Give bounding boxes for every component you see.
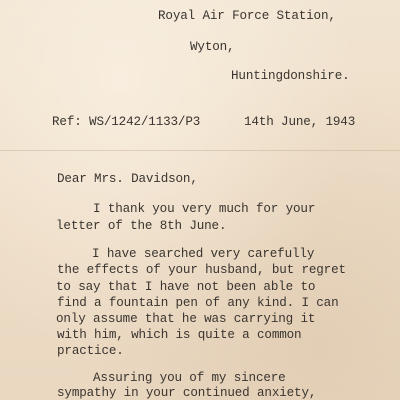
reference-number: Ref: WS/1242/1133/P3 xyxy=(52,115,201,129)
paragraph-2-line: find a fountain pen of any kind. I can xyxy=(57,296,339,310)
paragraph-1-line: letter of the 8th June. xyxy=(56,219,227,233)
salutation: Dear Mrs. Davidson, xyxy=(57,172,198,186)
paragraph-2-line: practice. xyxy=(57,344,124,358)
paragraph-2-line: only assume that he was carrying it xyxy=(56,312,316,326)
address-line-county: Huntingdonshire. xyxy=(231,69,350,83)
paragraph-3-line: Assuring you of my sincere xyxy=(93,371,286,385)
paragraph-1-line: I thank you very much for your xyxy=(93,202,316,216)
paragraph-2-line: to say that I have not been able to xyxy=(56,280,316,294)
paragraph-3-line: sympathy in your continued anxiety, xyxy=(57,386,317,400)
paragraph-2-line: I have searched very carefully xyxy=(92,247,315,261)
paragraph-2-line: the effects of your husband, but regret xyxy=(57,263,346,277)
paragraph-2-line: with him, which is quite a common xyxy=(57,328,302,342)
address-line-town: Wyton, xyxy=(190,40,235,54)
address-line-station: Royal Air Force Station, xyxy=(158,9,336,23)
paper-fold-line xyxy=(0,150,400,151)
letter-date: 14th June, 1943 xyxy=(244,115,356,129)
